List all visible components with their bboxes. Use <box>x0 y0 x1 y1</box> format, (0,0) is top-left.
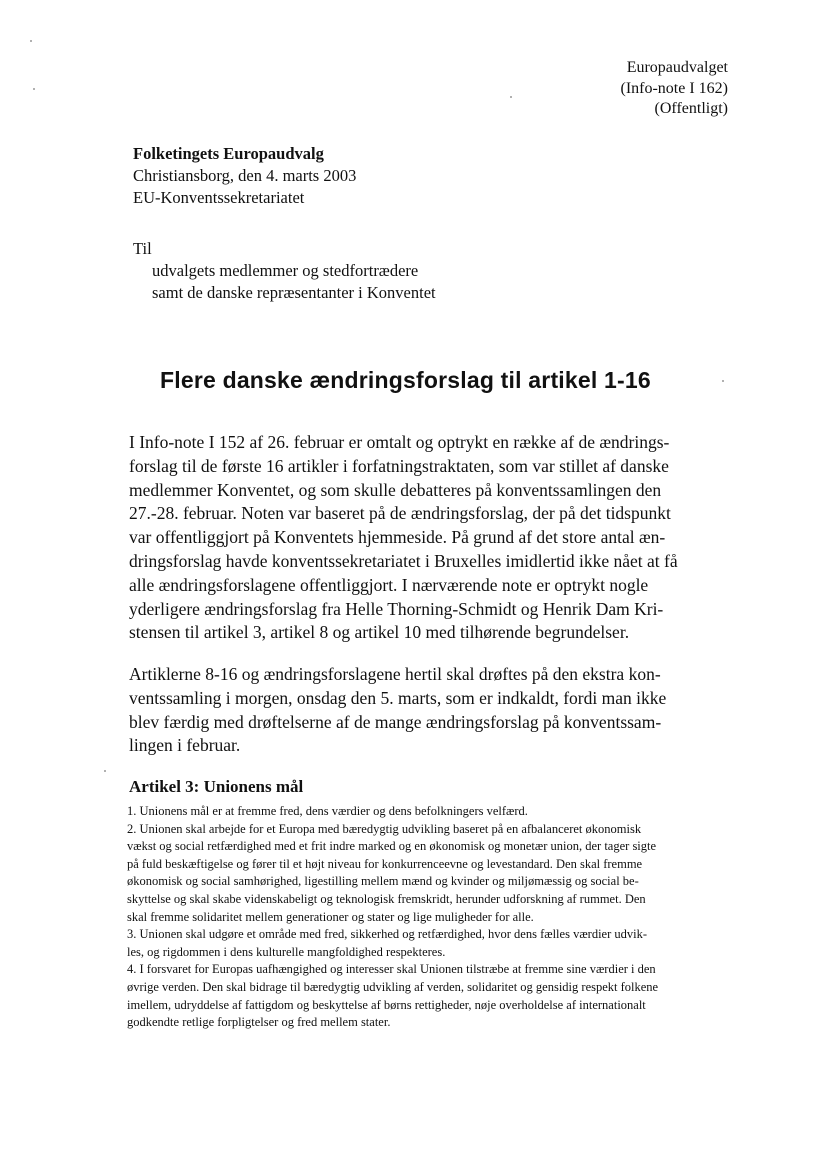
text-line: 27.-28. februar. Noten var baseret på de ændringsforslag, der på det tidspunkt <box>129 503 671 524</box>
text-line: ventssamling i morgen, onsdag den 5. marts, som er indkaldt, fordi man ikke <box>129 687 667 708</box>
article-item-2 <box>127 821 727 927</box>
info-note-number: (Info-note I 162) <box>620 79 728 97</box>
document-title: Flere danske ændringsforslag til artikel 1-16 <box>160 367 651 393</box>
text-line: godkendte retlige forpligtelser og fred mellem stater. <box>127 1015 391 1030</box>
body-paragraph-1 <box>129 431 729 645</box>
text-line: økonomisk og social samhørighed, ligestilling mellem mænd og kvinder og miljømæssig og social be- <box>127 874 639 889</box>
scan-speck <box>30 40 32 42</box>
text-line: vækst og social retfærdighed med et frit indre marked og en økonomisk og monetær union, der tager sigte <box>127 839 657 854</box>
scan-speck <box>104 770 106 772</box>
text-line: 1. Unionens mål er at fremme fred, dens værdier og dens befolkningers velfærd. <box>127 804 528 818</box>
text-line: skyttelse og skal skabe videnskabeligt og teknologisk fremskridt, herunder udforskning af rummet. Den <box>127 891 646 906</box>
text-line: blev færdig med drøftelserne af de mange ændringsforslag på konventssam- <box>129 711 662 732</box>
sender-organisation: Folketingets Europaudvalg <box>133 144 324 163</box>
article-item-1 <box>127 803 727 821</box>
text-line: dringsforslag havde konventssekretariatet i Bruxelles imidlertid ikke nået at få <box>129 550 678 571</box>
committee-reference <box>620 58 728 120</box>
text-line: les, og rigdommen i dens kulturelle mangfoldighed respekteres. <box>127 944 446 959</box>
body-paragraph-2 <box>129 663 729 758</box>
article-item-3 <box>127 926 727 961</box>
scan-speck <box>510 96 512 98</box>
recipients-to: Til <box>133 239 152 258</box>
text-line: stensen til artikel 3, artikel 8 og artikel 10 med tilhørende begrundelser. <box>129 622 630 643</box>
text-line: var offentliggjort på Konventets hjemmeside. På grund af det store antal æn- <box>129 527 666 548</box>
text-line: på fuld beskæftigelse og fører til et højt niveau for konkurrenceevne og levestandard. Den skal fremme <box>127 856 643 871</box>
text-line: øvrige verden. Den skal bidrage til bæredygtig udvikling af verden, solidaritet og gensidig respekt folkene <box>127 979 659 994</box>
recipients-line: udvalgets medlemmer og stedfortrædere <box>152 261 419 280</box>
text-line: Artiklerne 8-16 og ændringsforslagene hertil skal drøftes på den ekstra kon- <box>129 664 661 684</box>
article-3-heading: Artikel 3: Unionens mål <box>129 777 304 796</box>
committee-name: Europaudvalget <box>626 59 728 76</box>
text-line: I Info-note I 152 af 26. februar er omtalt og optrykt en række af de ændrings- <box>129 432 670 452</box>
sender-office: EU-Konventssekretariatet <box>133 188 305 207</box>
sender-block <box>133 143 356 209</box>
text-line: skal fremme solidaritet mellem generationer og stater og lige muligheder for alle. <box>127 909 534 924</box>
article-3-text <box>127 803 727 1032</box>
place-and-date: Christiansborg, den 4. marts 2003 <box>133 166 357 185</box>
text-line: imellem, udryddelse af fattigdom og beskyttelse af børns rettigheder, nøje overholdelse af internationalt <box>127 997 646 1012</box>
text-line: lingen i februar. <box>129 735 241 756</box>
text-line: yderligere ændringsforslag fra Helle Thorning-Schmidt og Henrik Dam Kri- <box>129 598 664 619</box>
text-line: 3. Unionen skal udgøre et område med fred, sikkerhed og retfærdighed, hvor dens fælles værdier udvik- <box>127 927 648 942</box>
text-line: medlemmer Konventet, og som skulle debatteres på konventssamlingen den <box>129 479 662 500</box>
scan-speck <box>33 88 35 90</box>
scan-speck <box>722 380 724 382</box>
recipients-line: samt de danske repræsentanter i Konventet <box>152 283 436 302</box>
text-line: forslag til de første 16 artikler i forfatningstraktaten, som var stillet af danske <box>129 455 669 476</box>
text-line: 4. I forsvaret for Europas uafhængighed og interesser skal Unionen tilstræbe at fremme sine værdier i den <box>127 962 656 977</box>
text-line: alle ændringsforslagene offentliggjort. I nærværende note er optrykt nogle <box>129 574 649 595</box>
classification: (Offentligt) <box>654 100 728 117</box>
text-line: 2. Unionen skal arbejde for et Europa med bæredygtig udvikling baseret på en afbalanceret økonomisk <box>127 821 642 836</box>
article-item-4 <box>127 961 727 1031</box>
recipients-block <box>133 238 436 304</box>
